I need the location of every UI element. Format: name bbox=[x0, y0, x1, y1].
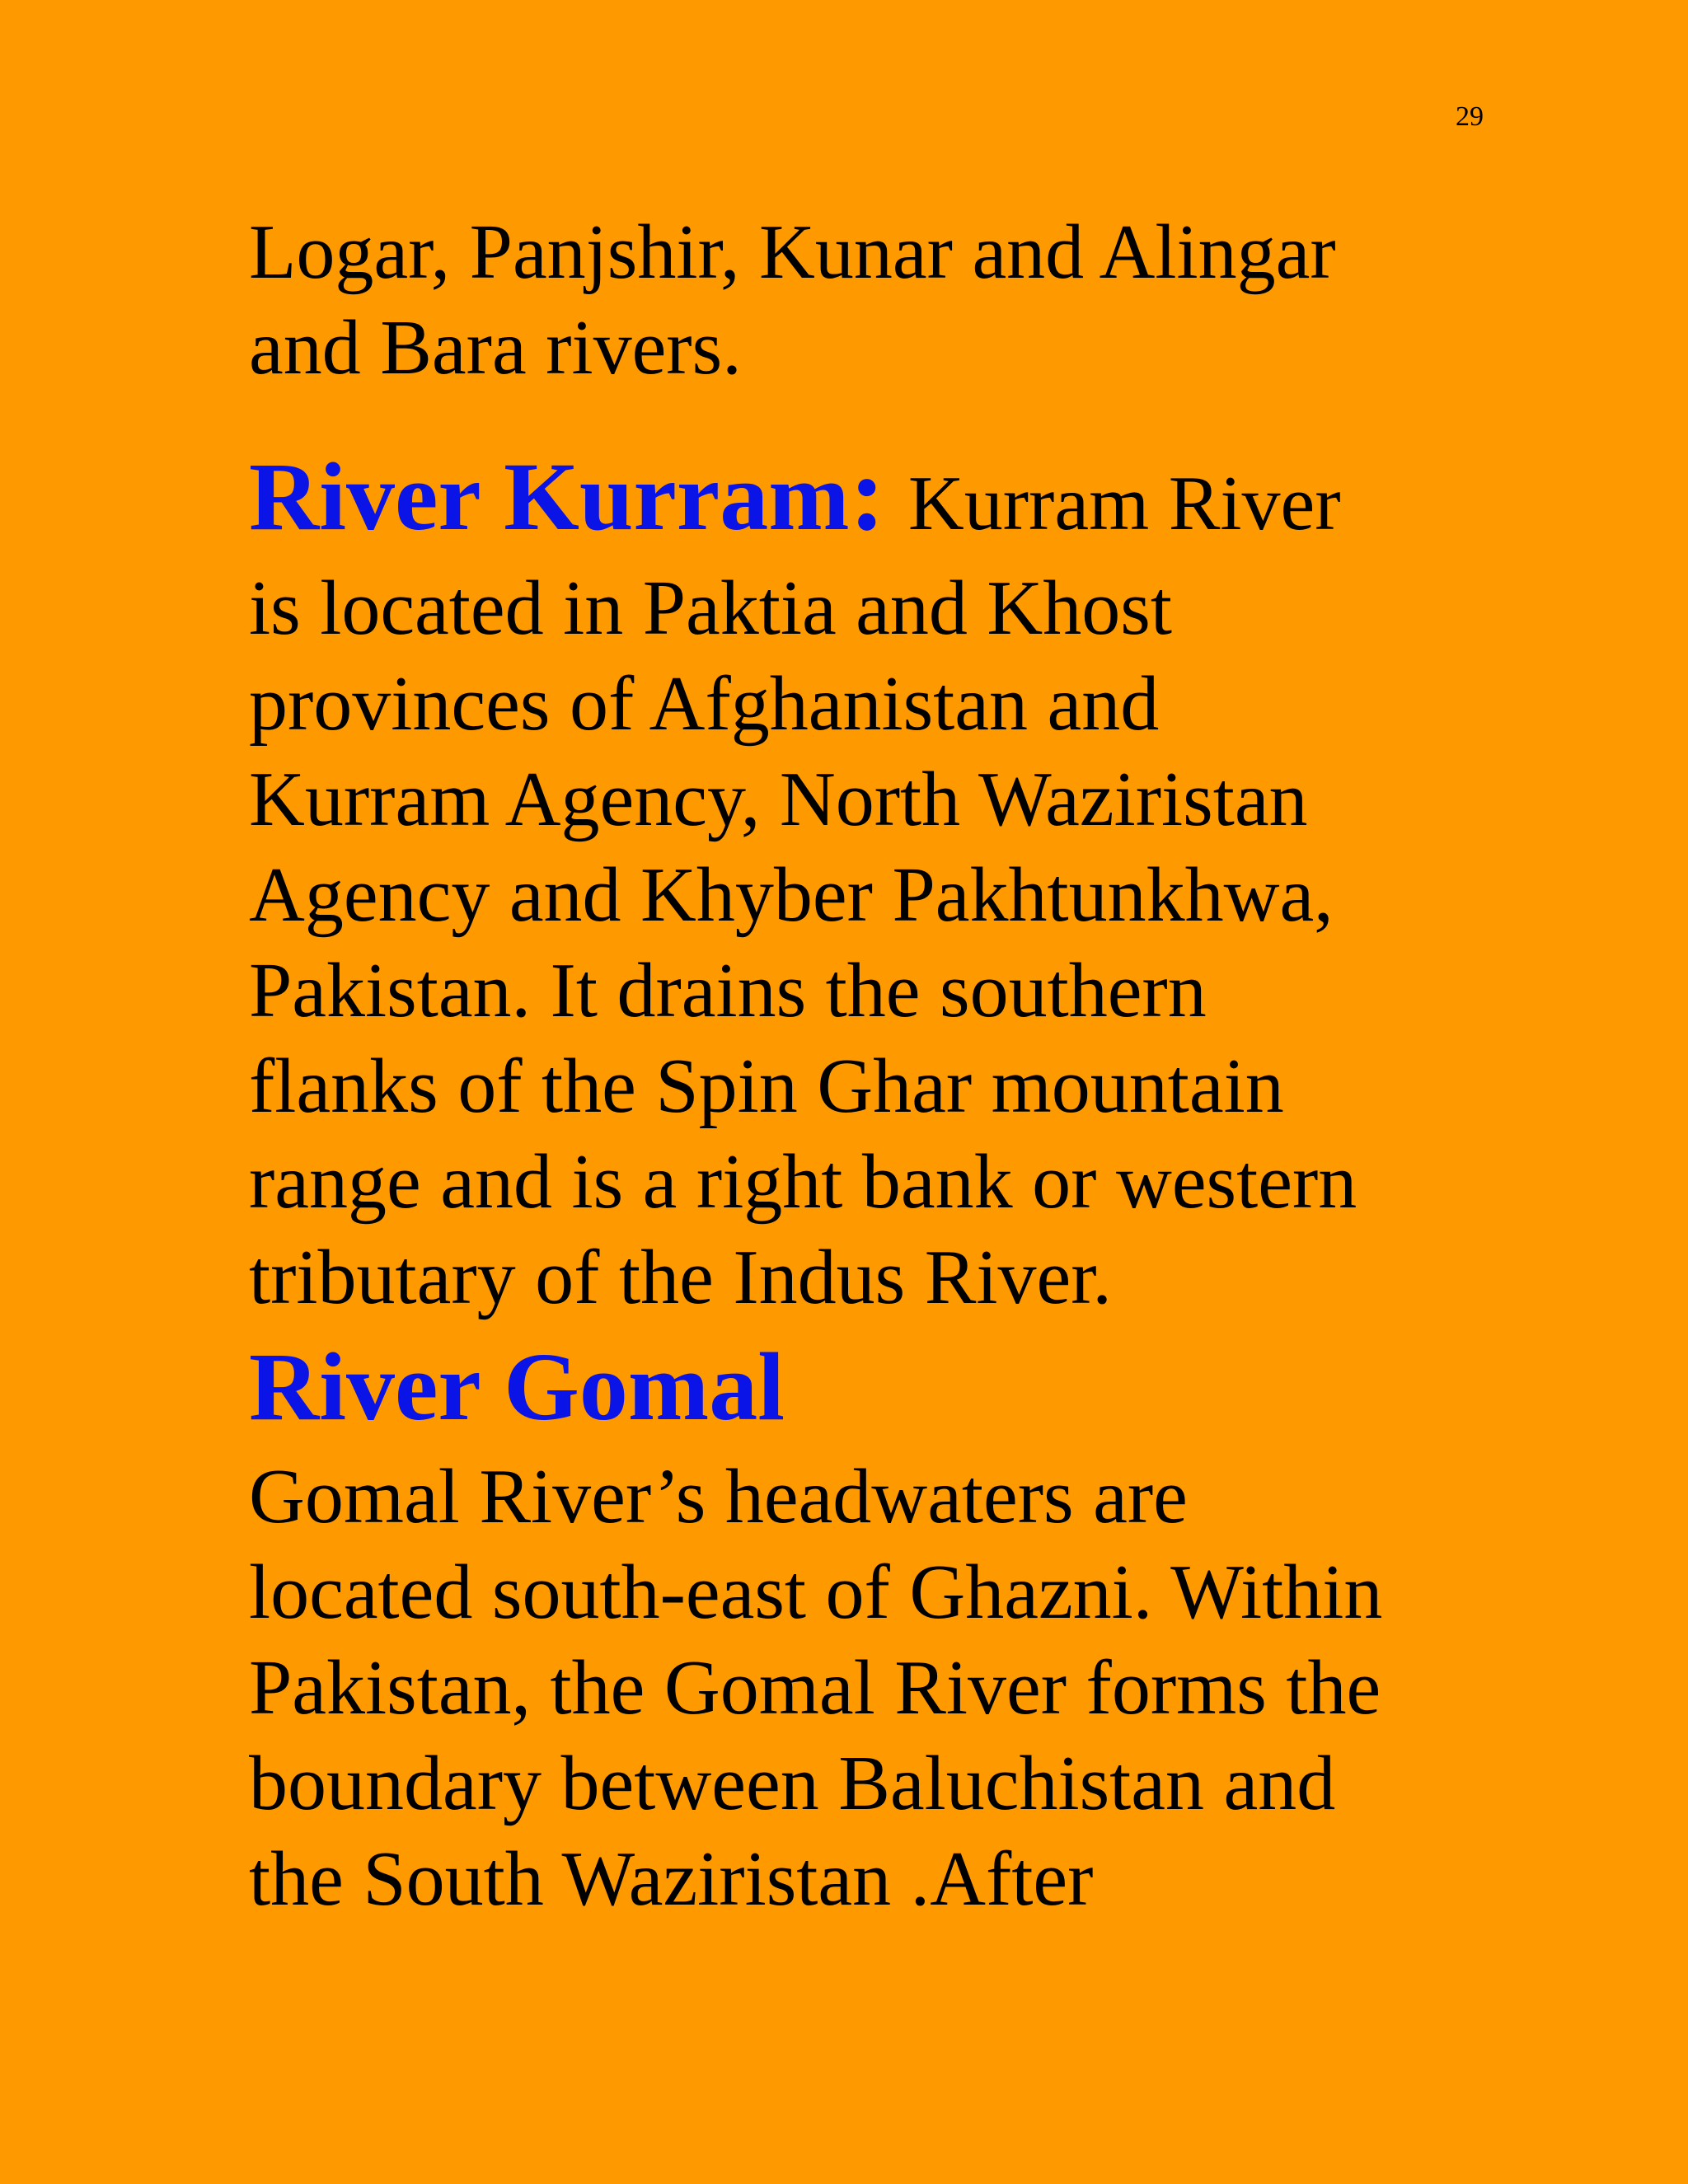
paragraph-line: Gomal River’s headwaters are bbox=[249, 1454, 1188, 1540]
heading-colon: : bbox=[849, 434, 885, 553]
paragraph-line: flanks of the Spin Ghar mountain bbox=[249, 1043, 1284, 1129]
section-heading-kurram bbox=[249, 434, 1341, 557]
paragraph-line: Pakistan. It drains the southern bbox=[249, 948, 1207, 1033]
paragraph-line: Pakistan, the Gomal River forms the bbox=[249, 1645, 1381, 1731]
paragraph-line: provinces of Afghanistan and bbox=[249, 661, 1160, 747]
gomal-paragraph bbox=[249, 1449, 1382, 1927]
paragraph-line: tributary of the Indus River. bbox=[249, 1235, 1112, 1320]
heading-title: River Kurram bbox=[249, 443, 850, 551]
heading-title: River Gomal bbox=[249, 1333, 785, 1441]
paragraph-line: the South Waziristan .After bbox=[249, 1836, 1094, 1922]
paragraph-line: boundary between Baluchistan and bbox=[249, 1741, 1336, 1826]
paragraph-line: and Bara rivers. bbox=[249, 305, 742, 391]
intro-paragraph bbox=[249, 204, 1336, 396]
paragraph-line: Kurram Agency, North Waziristan bbox=[249, 757, 1308, 842]
paragraph-line: located south-east of Ghazni. Within bbox=[249, 1549, 1383, 1635]
page-number: 29 bbox=[1456, 101, 1484, 132]
paragraph-first-line: Kurram River bbox=[907, 461, 1341, 546]
section-heading-gomal bbox=[249, 1333, 785, 1441]
paragraph-line: Agency and Khyber Pakhtunkhwa, bbox=[249, 852, 1334, 938]
kurram-paragraph bbox=[249, 560, 1357, 1325]
paragraph-line: is located in Paktia and Khost bbox=[249, 565, 1172, 651]
paragraph-line: Logar, Panjshir, Kunar and Alingar bbox=[249, 209, 1336, 295]
paragraph-line: range and is a right bank or western bbox=[249, 1139, 1357, 1225]
